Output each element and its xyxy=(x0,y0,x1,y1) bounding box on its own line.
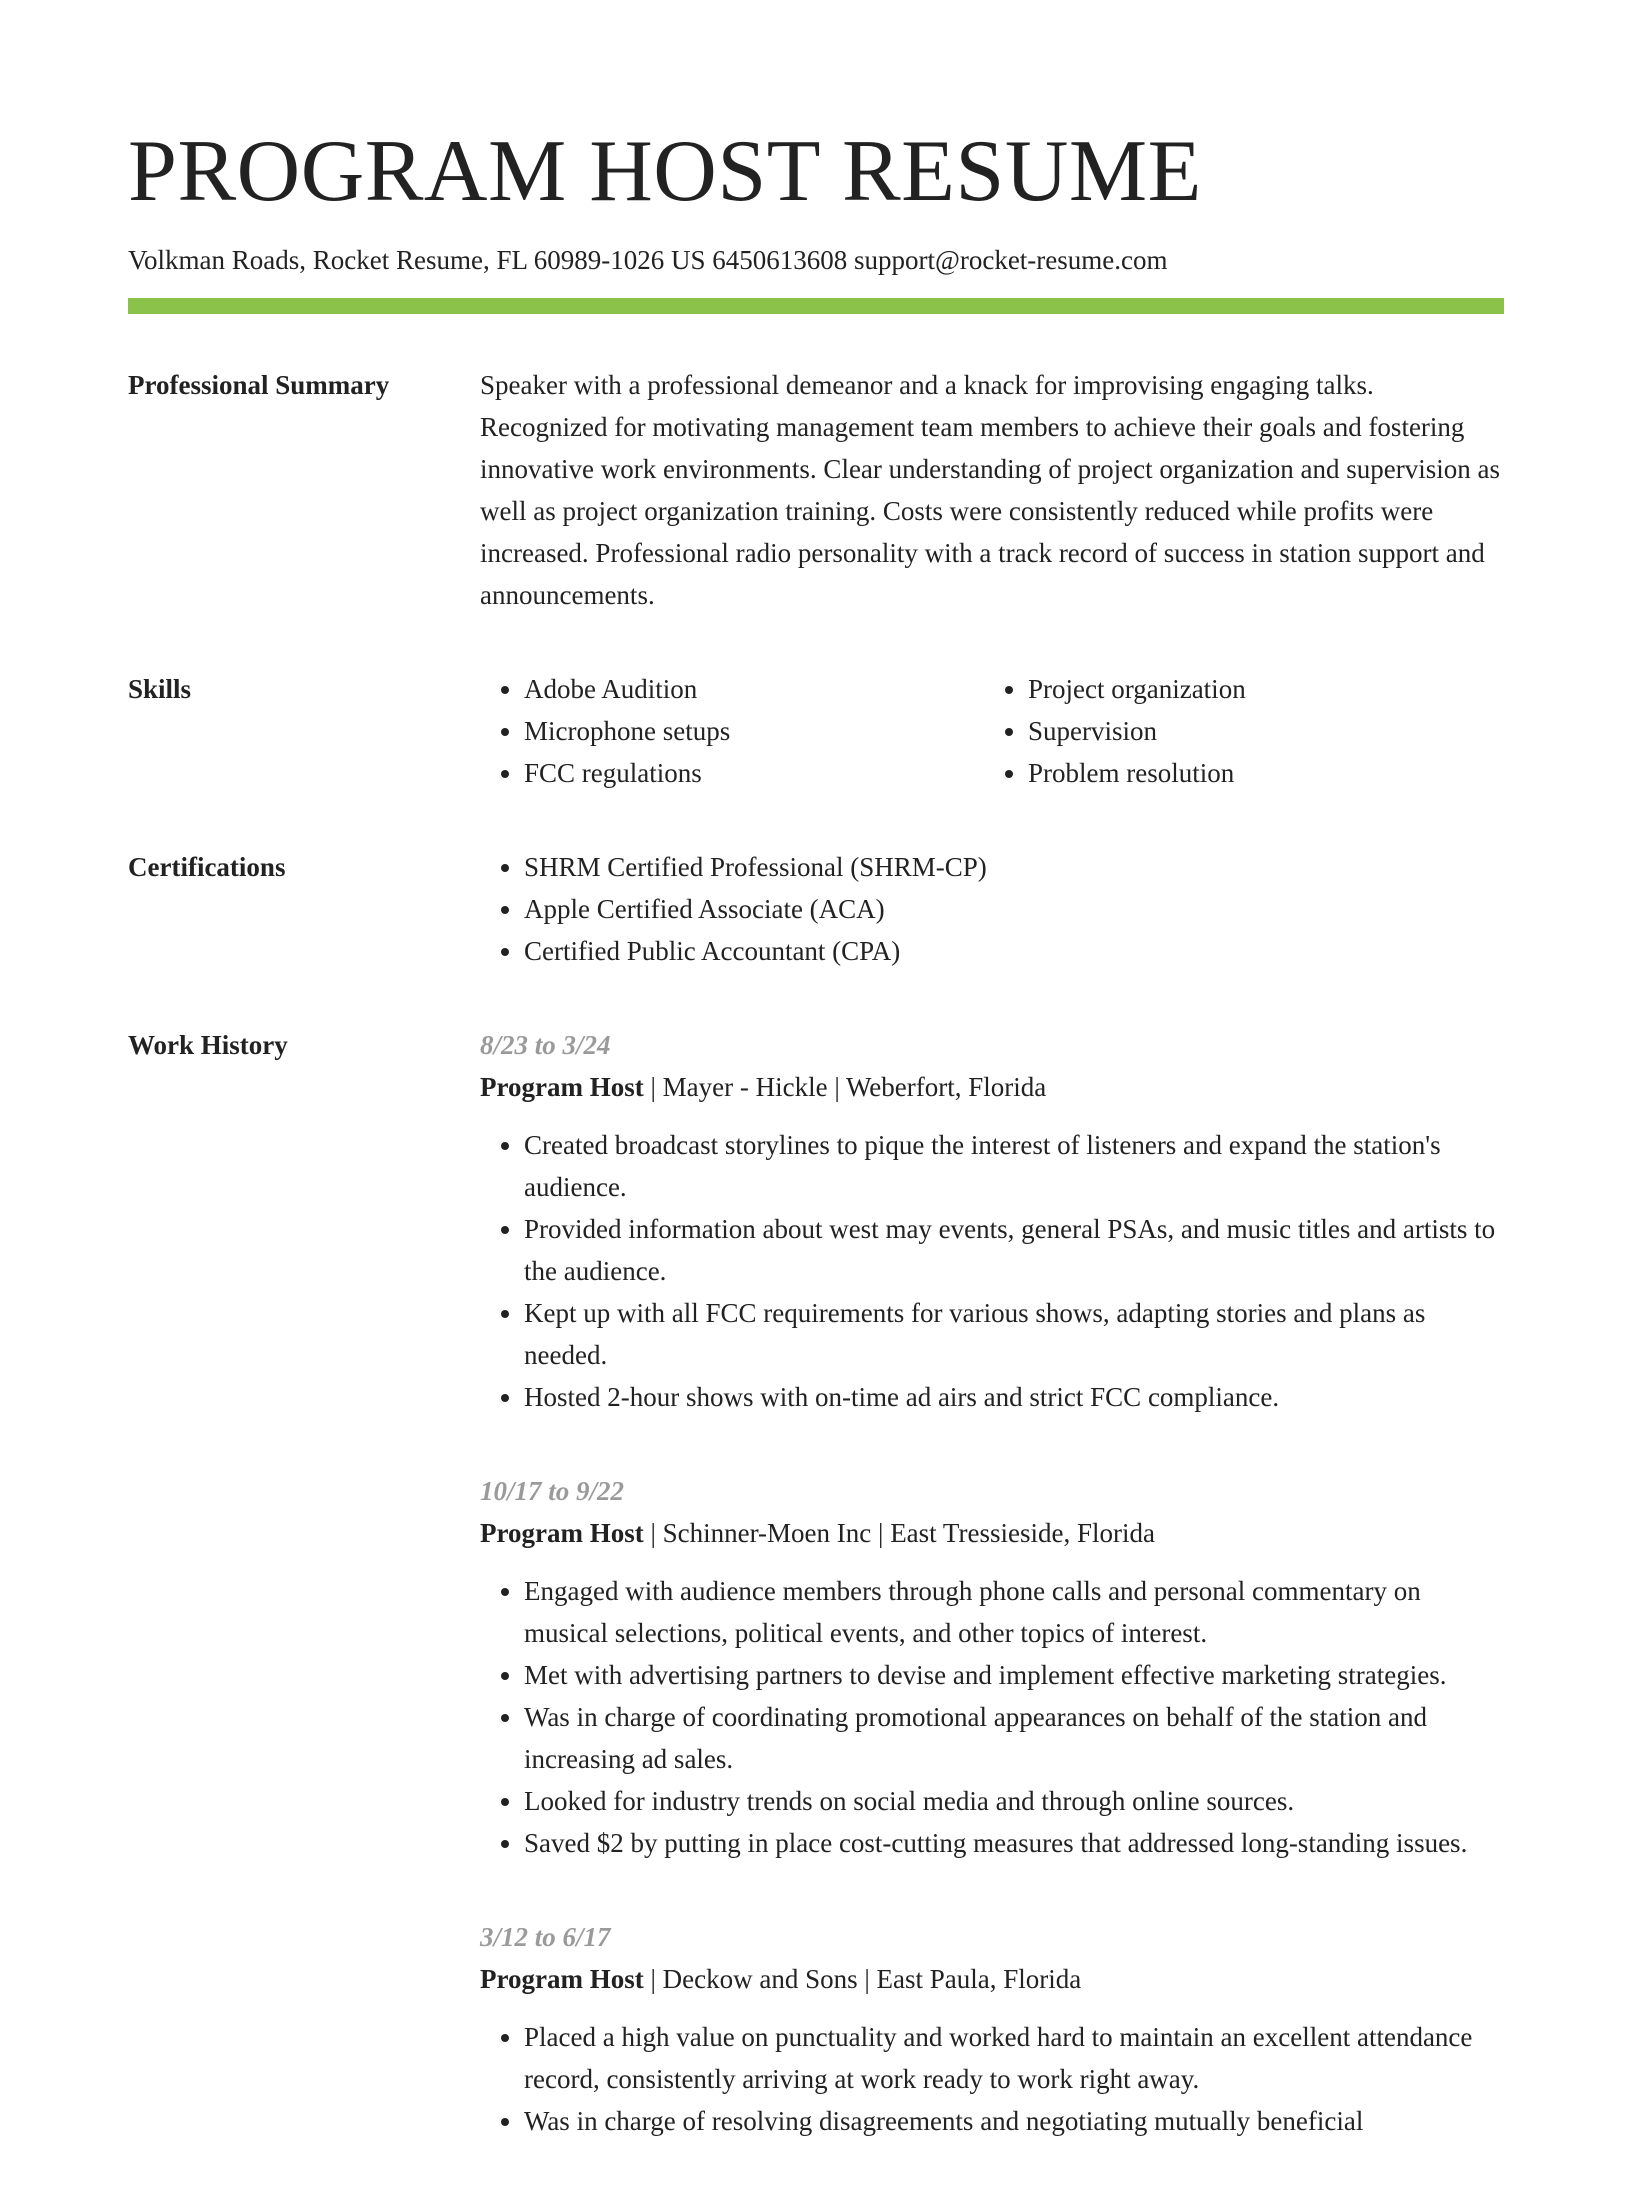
section-label-work-history: Work History xyxy=(128,1030,288,1060)
skill-item: • Supervision xyxy=(1028,710,1246,752)
work-history-body xyxy=(480,1024,1504,2194)
separator: | xyxy=(871,1518,891,1548)
certification-item: • Apple Certified Associate (ACA) xyxy=(524,888,1504,930)
separator: | xyxy=(643,1964,663,1994)
skills-list xyxy=(480,668,1504,794)
certification-item: • Certified Public Accountant (CPA) xyxy=(524,930,1504,972)
skills-column-1 xyxy=(480,668,984,794)
job-title: Program Host xyxy=(480,1072,644,1102)
section-label-skills: Skills xyxy=(128,674,192,704)
job-location: East Tressieside, Florida xyxy=(890,1518,1155,1548)
job-heading xyxy=(480,1066,1504,1108)
certifications-section xyxy=(128,846,1504,972)
skill-item: • Microphone setups xyxy=(524,710,984,752)
job-company: Mayer - Hickle xyxy=(662,1072,828,1102)
separator: | xyxy=(643,1518,663,1548)
certifications-body xyxy=(480,846,1504,972)
separator: | xyxy=(827,1072,846,1102)
job-dates: 3/12 to 6/17 xyxy=(480,1922,611,1952)
section-label-summary: Professional Summary xyxy=(128,370,390,400)
section-label-certifications: Certifications xyxy=(128,852,286,882)
job-dates: 8/23 to 3/24 xyxy=(480,1030,611,1060)
job-duty: • Placed a high value on punctuality and worked hard to maintain an excellent attendance record, consistently arriving at work ready to work right away. xyxy=(524,2016,1504,2100)
job-duty: • Was in charge of coordinating promotional appearances on behalf of the station and increasing ad sales. xyxy=(524,1696,1504,1780)
job-duty: • Looked for industry trends on social media and through online sources. xyxy=(524,1780,1504,1822)
work-history-section xyxy=(128,1024,1504,2194)
job-heading xyxy=(480,1512,1504,1554)
job-duty: • Provided information about west may events, general PSAs, and music titles and artists to the audience. xyxy=(524,1208,1504,1292)
accent-divider xyxy=(128,298,1504,314)
job-title: Program Host xyxy=(480,1518,644,1548)
skill-item: • Project organization xyxy=(1028,668,1246,710)
skill-item: • Adobe Audition xyxy=(524,668,984,710)
job-entry xyxy=(480,1916,1504,2142)
job-entry xyxy=(480,1024,1504,1418)
job-company: Schinner-Moen Inc xyxy=(662,1518,872,1548)
certification-item: • SHRM Certified Professional (SHRM-CP) xyxy=(524,846,1504,888)
contact-line: Volkman Roads, Rocket Resume, FL 60989-1026 US 6450613608 support@rocket-resume.com xyxy=(128,245,1168,275)
job-duties xyxy=(480,1124,1504,1418)
job-location: East Paula, Florida xyxy=(876,1964,1082,1994)
separator: | xyxy=(643,1072,663,1102)
summary-text: Speaker with a professional demeanor and a knack for improvising engaging talks. Recognized for motivating management team members to achieve their goals and fostering innovative work environments. Clear understanding of project organization and supervision as well as project organization training. Costs were consistently reduced while profits were increased. Professional radio personality with a track record of success in station support and announcements. xyxy=(480,370,1501,610)
job-duties xyxy=(480,1570,1504,1864)
skills-section xyxy=(128,668,1504,794)
certifications-list xyxy=(480,846,1504,972)
job-duty: • Was in charge of resolving disagreements and negotiating mutually beneficial xyxy=(524,2100,1504,2142)
skill-item: • FCC regulations xyxy=(524,752,984,794)
job-entry xyxy=(480,1470,1504,1864)
job-duty: • Met with advertising partners to devise and implement effective marketing strategies. xyxy=(524,1654,1504,1696)
job-duty: • Engaged with audience members through phone calls and personal commentary on musical selections, political events, and other topics of interest. xyxy=(524,1570,1504,1654)
job-duty: • Created broadcast storylines to pique the interest of listeners and expand the station's audience. xyxy=(524,1124,1504,1208)
job-location: Weberfort, Florida xyxy=(845,1072,1047,1102)
job-title: Program Host xyxy=(480,1964,644,1994)
job-duty: • Hosted 2-hour shows with on-time ad airs and strict FCC compliance. xyxy=(524,1376,1504,1418)
skills-column-2 xyxy=(984,668,1246,794)
job-duty: • Saved $2 by putting in place cost-cutting measures that addressed long-standing issues. xyxy=(524,1822,1504,1864)
resume-title: PROGRAM HOST RESUME xyxy=(128,123,1202,220)
summary-section xyxy=(128,364,1504,616)
job-dates: 10/17 to 9/22 xyxy=(480,1476,625,1506)
job-heading xyxy=(480,1958,1504,2000)
job-duties xyxy=(480,2016,1504,2142)
job-duty: • Kept up with all FCC requirements for various shows, adapting stories and plans as needed. xyxy=(524,1292,1504,1376)
skill-item: • Problem resolution xyxy=(1028,752,1246,794)
job-company: Deckow and Sons xyxy=(662,1964,858,1994)
separator: | xyxy=(857,1964,877,1994)
